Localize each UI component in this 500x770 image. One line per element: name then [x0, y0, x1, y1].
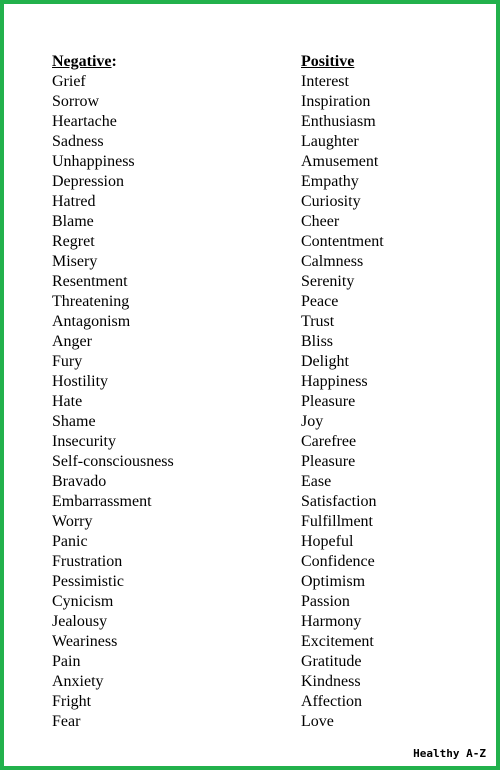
negative-word: Fear	[52, 713, 81, 730]
negative-word: Hate	[52, 393, 83, 410]
positive-word: Ease	[301, 473, 332, 490]
positive-word: Optimism	[301, 573, 366, 590]
negative-word: Antagonism	[52, 313, 131, 330]
negative-word: Worry	[52, 513, 93, 530]
negative-word: Anxiety	[52, 673, 104, 690]
positive-word: Amusement	[301, 153, 379, 170]
negative-word: Depression	[52, 173, 124, 190]
positive-word: Delight	[301, 353, 349, 370]
positive-word: Laughter	[301, 133, 359, 150]
negative-word: Panic	[52, 533, 88, 550]
negative-word: Sadness	[52, 133, 104, 150]
negative-word: Self-consciousness	[52, 453, 174, 470]
positive-word: Confidence	[301, 553, 375, 570]
positive-word: Hopeful	[301, 533, 354, 550]
negative-word: Weariness	[52, 633, 118, 650]
negative-word: Hatred	[52, 193, 96, 210]
negative-heading	[52, 52, 174, 72]
negative-heading-colon: :	[111, 53, 117, 70]
positive-word: Harmony	[301, 613, 362, 630]
positive-word: Curiosity	[301, 193, 361, 210]
positive-word: Pleasure	[301, 453, 356, 470]
negative-word: Bravado	[52, 473, 107, 490]
negative-word: Fury	[52, 353, 83, 370]
positive-word: Fulfillment	[301, 513, 373, 530]
negative-word: Hostility	[52, 373, 109, 390]
positive-word: Calmness	[301, 253, 364, 270]
negative-word: Pessimistic	[52, 573, 125, 590]
positive-heading	[301, 52, 384, 72]
positive-word: Enthusiasm	[301, 113, 376, 130]
negative-word: Embarrassment	[52, 493, 152, 510]
positive-emotions-list	[301, 52, 384, 732]
negative-word: Resentment	[52, 273, 128, 290]
positive-word: Gratitude	[301, 653, 362, 670]
negative-heading-label: Negative	[52, 53, 112, 70]
negative-word: Heartache	[52, 113, 117, 130]
negative-emotions-list	[52, 52, 174, 732]
negative-word: Cynicism	[52, 593, 114, 610]
positive-word: Excitement	[301, 633, 374, 650]
positive-word: Carefree	[301, 433, 357, 450]
negative-word: Frustration	[52, 553, 123, 570]
positive-word: Affection	[301, 693, 363, 710]
positive-word: Empathy	[301, 173, 359, 190]
negative-word: Regret	[52, 233, 95, 250]
negative-word: Grief	[52, 73, 86, 90]
negative-word: Anger	[52, 333, 92, 350]
negative-word: Fright	[52, 693, 92, 710]
positive-word: Happiness	[301, 373, 368, 390]
negative-word: Jealousy	[52, 613, 108, 630]
positive-word: Bliss	[301, 333, 334, 350]
positive-word: Serenity	[301, 273, 355, 290]
positive-word: Contentment	[301, 233, 384, 250]
positive-word: Pleasure	[301, 393, 356, 410]
positive-word: Love	[301, 713, 334, 730]
positive-word: Cheer	[301, 213, 340, 230]
positive-word: Satisfaction	[301, 493, 377, 510]
negative-word: Misery	[52, 253, 98, 270]
negative-word: Insecurity	[52, 433, 116, 450]
negative-word: Sorrow	[52, 93, 100, 110]
positive-heading-label: Positive	[301, 53, 355, 70]
negative-word: Unhappiness	[52, 153, 135, 170]
positive-word: Inspiration	[301, 93, 371, 110]
negative-word: Pain	[52, 653, 81, 670]
brand-watermark: Healthy A-Z	[413, 747, 486, 760]
negative-word: Shame	[52, 413, 96, 430]
positive-word: Joy	[301, 413, 324, 430]
positive-word: Trust	[301, 313, 335, 330]
positive-word: Interest	[301, 73, 349, 90]
negative-word: Threatening	[52, 293, 130, 310]
positive-word: Passion	[301, 593, 350, 610]
positive-word: Kindness	[301, 673, 361, 690]
positive-word: Peace	[301, 293, 339, 310]
negative-word: Blame	[52, 213, 94, 230]
